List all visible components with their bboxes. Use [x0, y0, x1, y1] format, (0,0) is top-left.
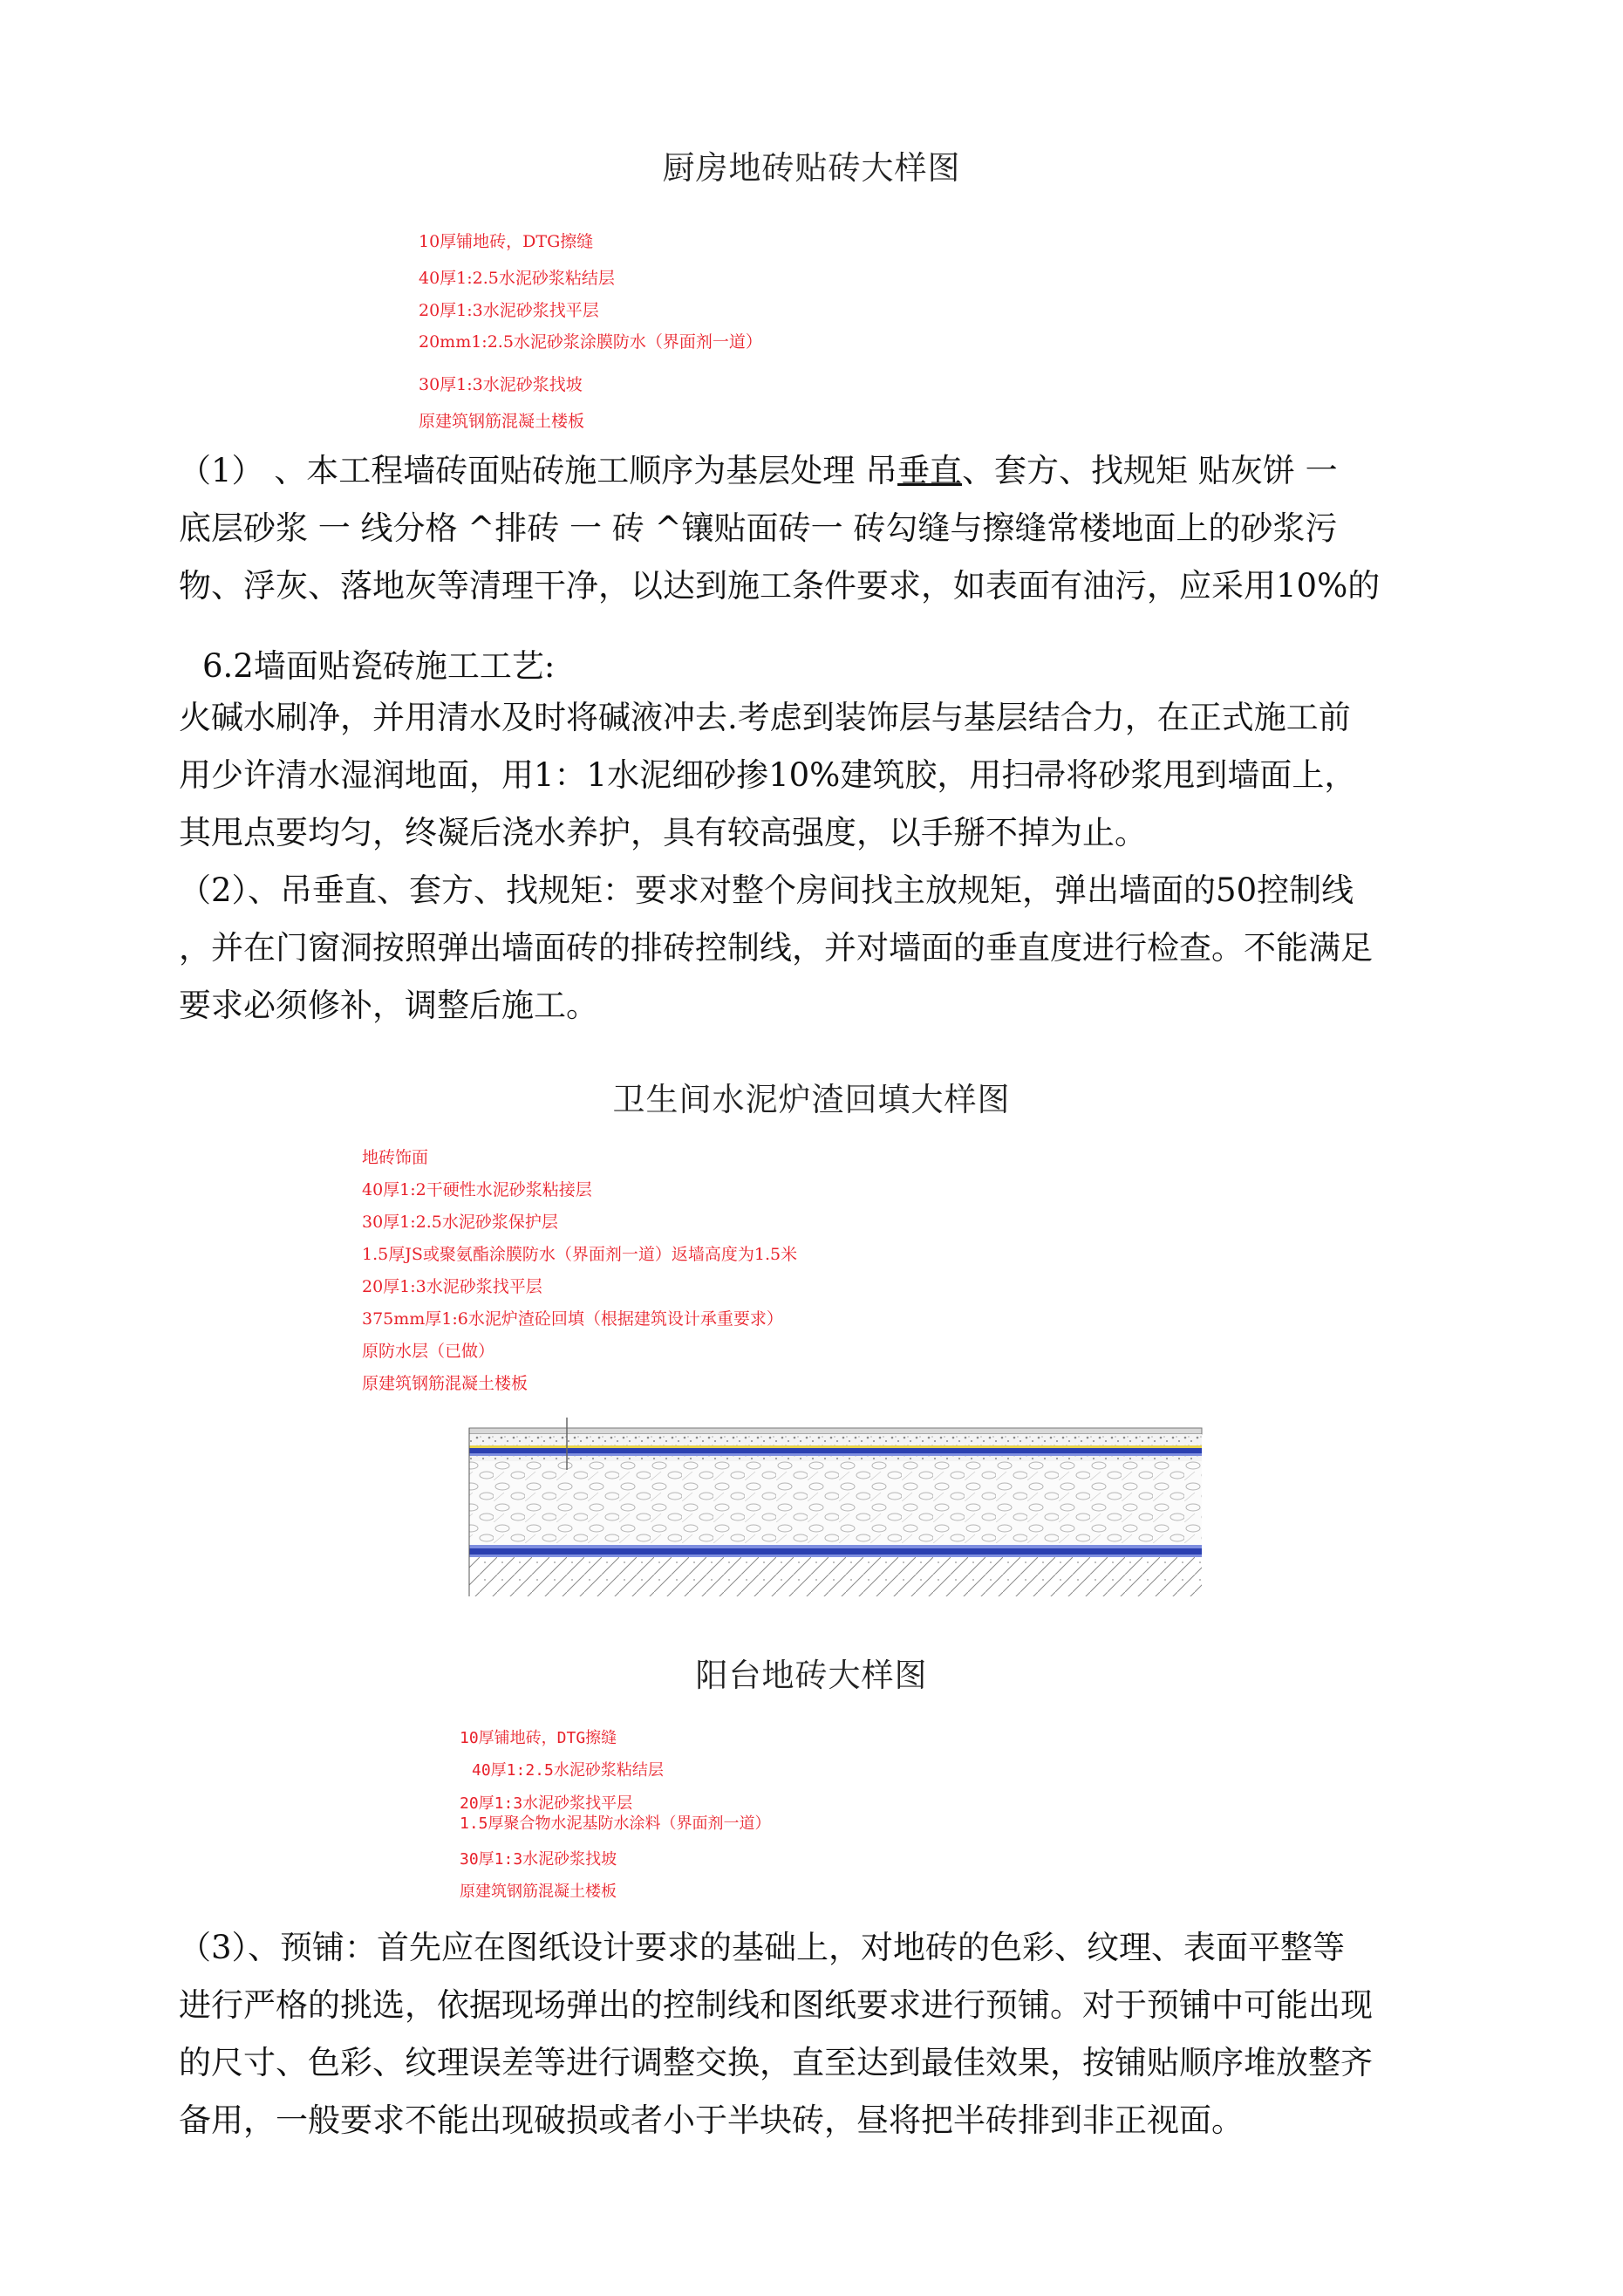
original-waterproof-layer — [469, 1548, 1202, 1555]
leveling-layer — [469, 1456, 1202, 1461]
original-waterproof-light — [469, 1545, 1202, 1548]
paragraph-line: 要求必须修补，调整后施工。 — [179, 987, 598, 1024]
bathroom-layer: 1.5厚JS或聚氨酯涂膜防水（界面剂一道）返墙高度为1.5米 — [362, 1245, 798, 1264]
paragraph-line: ，并在门窗洞按照弹出墙面砖的排砖控制线，并对墙面的垂直度进行检查。不能满足 — [179, 929, 1373, 967]
bathroom-layer: 40厚1:2干硬性水泥砂浆粘接层 — [362, 1180, 592, 1199]
waterproof-layer — [469, 1448, 1202, 1453]
balcony-layer: 1.5厚聚合物水泥基防水涂料（界面剂一道） — [460, 1814, 771, 1833]
cinder-fill-layer — [469, 1461, 1202, 1545]
balcony-layer: 20厚1:3水泥砂浆找平层 — [460, 1794, 633, 1813]
kitchen-layer: 10厚铺地砖，DTG擦缝 — [419, 232, 594, 251]
paragraph-line: 用少许清水湿润地面，用1：1水泥细砂掺10%建筑胶，用扫帚将砂浆甩到墙面上， — [179, 756, 1357, 794]
balcony-layer: 10厚铺地砖，DTG擦缝 — [460, 1729, 617, 1747]
paragraph-line: 其甩点要均匀，终凝后浇水养护，具有较高强度，以手掰不掉为止。 — [179, 814, 1147, 851]
paragraph-2 — [179, 689, 1496, 1035]
bathroom-title: 卫生间水泥炉渣回填大样图 — [612, 1081, 1011, 1118]
section-heading: 6.2墙面贴瓷砖施工工艺: — [202, 647, 556, 685]
bathroom-layer: 地砖饰面 — [362, 1148, 429, 1167]
bathroom-layer: 原建筑钢筋混凝土楼板 — [362, 1374, 528, 1393]
paragraph-line: （3）、预铺：首先应在图纸设计要求的基础上，对地砖的色彩、纹理、表面平整等 — [179, 1929, 1346, 1966]
paragraph-line: 物、浮灰、落地灰等清理干净，以达到施工条件要求，如表面有油污，应采用10%的 — [179, 567, 1381, 605]
paragraph-1 — [179, 442, 1496, 615]
underlined-term: 垂直 — [897, 452, 963, 489]
balcony-layer: 40厚1:2.5水泥砂浆粘结层 — [472, 1761, 664, 1780]
kitchen-title: 厨房地砖贴砖大样图 — [662, 149, 961, 187]
paragraph-line: （1） 、本工程墙砖面贴砖施工顺序为基层处理 吊垂直、套方、找规矩 贴灰饼 一 — [179, 452, 1338, 489]
kitchen-layer: 40厚1:2.5水泥砂浆粘结层 — [419, 269, 615, 288]
kitchen-layer: 20厚1:3水泥砂浆找平层 — [419, 301, 599, 320]
paragraph-line: 火碱水刷净，并用清水及时将碱液冲去.考虑到装饰层与基层结合力，在正式施工前 — [179, 699, 1351, 736]
concrete-slab — [469, 1557, 1202, 1596]
bathroom-section-drawing — [462, 1418, 1208, 1596]
kitchen-layer: 30厚1:3水泥砂浆找坡 — [419, 375, 583, 394]
protective-layer-line — [469, 1445, 1202, 1448]
paragraph-3 — [179, 1919, 1496, 2149]
bathroom-layer: 原防水层（已做） — [362, 1342, 495, 1361]
paragraph-line: 进行严格的挑选，依据现场弹出的控制线和图纸要求进行预铺。对于预铺中可能出现 — [179, 1986, 1373, 2024]
balcony-title: 阳台地砖大样图 — [695, 1657, 928, 1694]
bathroom-layer: 375mm厚1:6水泥炉渣砼回填（根据建筑设计承重要求） — [362, 1309, 783, 1329]
paragraph-line: （2）、吊垂直、套方、找规矩：要求对整个房间找主放规矩，弹出墙面的50控制线 — [179, 871, 1354, 909]
paragraph-line: 备用，一般要求不能出现破损或者小于半块砖，昼将把半砖排到非正视面。 — [179, 2101, 1244, 2139]
original-waterproof-light-2 — [469, 1555, 1202, 1557]
bonding-layer — [469, 1434, 1202, 1445]
balcony-layer: 原建筑钢筋混凝土楼板 — [460, 1883, 617, 1901]
tile-layer — [469, 1428, 1202, 1434]
balcony-layer: 30厚1:3水泥砂浆找坡 — [460, 1850, 617, 1869]
bathroom-layer: 30厚1:2.5水泥砂浆保护层 — [362, 1213, 558, 1232]
paragraph-line: 底层砂浆 一 线分格 ^排砖 一 砖 ^镶贴面砖一 砖勾缝与擦缝常楼地面上的砂浆污 — [179, 509, 1338, 547]
kitchen-layer: 原建筑钢筋混凝土楼板 — [419, 412, 585, 431]
kitchen-layer: 20mm1:2.5水泥砂浆涂膜防水（界面剂一道） — [419, 332, 762, 352]
waterproof-layer-light — [469, 1453, 1202, 1456]
bathroom-layer: 20厚1:3水泥砂浆找平层 — [362, 1277, 542, 1296]
paragraph-line: 的尺寸、色彩、纹理误差等进行调整交换，直至达到最佳效果，按铺贴顺序堆放整齐 — [179, 2044, 1373, 2081]
